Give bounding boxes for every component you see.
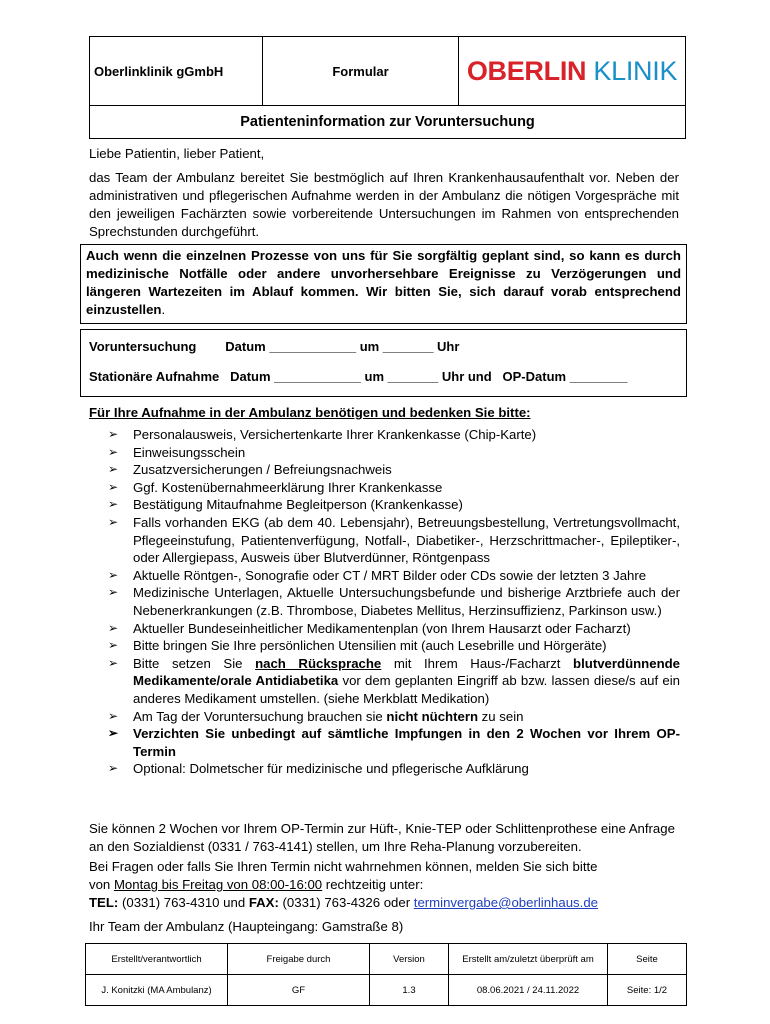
intro-paragraph: das Team der Ambulanz bereitet Sie bestmöglich auf Ihren Krankenhausaufenthalt vor. Neben der administrativen und pflegerischen Aufnahme werden in der Ambulanz die nötigen Vorgespräche mit den jeweiligen Fachärzten sowie vorbereitende Untersuchungen im Rahmen von entsprechenden Sprechstunden durchgeführt. xyxy=(89,170,679,239)
contact-paragraph xyxy=(89,858,681,912)
footer-value-cell: J. Konitzki (MA Ambulanz) xyxy=(86,975,228,1006)
arrow-bullet-icon: ➢ xyxy=(108,726,119,741)
form-label: Formular xyxy=(263,37,459,106)
admission-date-line: Stationäre Aufnahme Datum ____________ um _______ Uhr und OP-Datum ________ xyxy=(89,369,628,384)
list-item: ➢ Zusatzversicherungen / Befreiungsnachweis xyxy=(108,462,392,478)
office-hours: Montag bis Freitag von 08:00-16:00 xyxy=(113,877,323,892)
list-item: ➢ Falls vorhanden EKG (ab dem 40. Lebensjahr), Betreuungsbestellung, Vertretungsvollmacht, Pflegeeinstufung, Patientenverfügung, Notfall-, Diabetiker-, Herzschrittmacher-, Epileptiker-, oder Allergiepass, Ausweis über Blutverdünner, Röntgenpass xyxy=(108,514,680,566)
footer-header-cell: Freigabe durch xyxy=(228,944,370,975)
footer-header-cell: Seite xyxy=(608,944,687,975)
phone-number: (0331) 763-4310 und xyxy=(118,895,249,910)
delay-notice-box: Auch wenn die einzelnen Prozesse von uns für Sie sorgfältig geplant sind, so kann es durch medizinische Notfälle oder andere unvorhersehbare Ereignisse zu Verzögerungen und längeren Wartezeiten im Ablauf kommen. Wir bitten Sie, sich darauf vorab entsprechend einzustellen. xyxy=(80,244,687,324)
list-item: ➢ Personalausweis, Versichertenkarte Ihrer Krankenkasse (Chip-Karte) xyxy=(108,427,537,442)
signoff: Ihr Team der Ambulanz (Haupteingang: Gamstraße 8) xyxy=(89,919,404,934)
footer-header-cell: Erstellt/verantwortlich xyxy=(86,944,228,975)
document-footer-table xyxy=(85,943,687,1006)
list-item: ➢ Aktuelle Röntgen-, Sonografie oder CT / MRT Bilder oder CDs sowie der letzten 3 Jahre xyxy=(108,567,647,583)
pre-exam-date-line: Voruntersuchung Datum ____________ um _______ Uhr xyxy=(89,339,460,354)
email-link[interactable]: terminvergabe@oberlinhaus.de xyxy=(413,895,598,910)
contact-line-2: von Montag bis Freitag von 08:00-16:00 rechtzeitig unter: xyxy=(89,877,424,892)
document-header xyxy=(89,36,686,139)
list-item-fasting: ➢ Am Tag der Voruntersuchung brauchen sie nicht nüchtern zu sein xyxy=(108,708,524,724)
list-item-vaccination: ➢ Verzichten Sie unbedingt auf sämtliche Impfungen in den 2 Wochen vor Ihrem OP-Termin xyxy=(108,726,680,759)
list-item: ➢ Einweisungsschein xyxy=(108,444,246,460)
arrow-bullet-icon: ➢ xyxy=(108,655,119,670)
arrow-bullet-icon: ➢ xyxy=(108,462,119,477)
list-item: ➢ Ggf. Kostenübernahmeerklärung Ihrer Krankenkasse xyxy=(108,479,443,495)
list-item-medication: ➢ Bitte setzen Sie nach Rücksprache mit Ihrem Haus-/Facharzt blutverdünnende Medikamente/orale Antidiabetika vor dem geplanten Eingriff ab bzw. lassen diese/s auf ein anderes Medikament umstellen. (siehe Merkblatt Medikation) xyxy=(108,655,681,706)
fax-number: (0331) 763-4326 oder xyxy=(278,895,414,910)
organization-name: Oberlinklinik gGmbH xyxy=(90,37,263,106)
greeting: Liebe Patientin, lieber Patient, xyxy=(89,146,265,161)
document-title: Patienteninformation zur Voruntersuchung xyxy=(90,106,686,139)
footer-header-cell: Erstellt am/zuletzt überprüft am xyxy=(449,944,608,975)
footer-value-cell: 08.06.2021 / 24.11.2022 xyxy=(449,975,608,1006)
list-item: ➢ Medizinische Unterlagen, Aktuelle Untersuchungsbefunde und bisherige Arztbriefe auch der Nebenerkrankungen (z.B. Thrombose, Diabetes Mellitus, Herzinsuffizienz, Parkinson usw.) xyxy=(108,585,680,618)
arrow-bullet-icon: ➢ xyxy=(108,479,119,494)
arrow-bullet-icon: ➢ xyxy=(108,497,119,512)
footer-value-cell: 1.3 xyxy=(370,975,449,1006)
arrow-bullet-icon: ➢ xyxy=(108,761,119,776)
arrow-bullet-icon: ➢ xyxy=(108,567,119,582)
requirements-list xyxy=(108,426,680,778)
arrow-bullet-icon: ➢ xyxy=(108,708,119,723)
footer-header-cell: Version xyxy=(370,944,449,975)
arrow-bullet-icon: ➢ xyxy=(108,514,119,529)
footer-value-row xyxy=(86,975,687,1006)
list-item-interpreter: ➢ Optional: Dolmetscher für medizinische und pflegerische Aufklärung xyxy=(108,761,529,777)
arrow-bullet-icon: ➢ xyxy=(108,585,119,600)
contact-line-3: TEL: (0331) 763-4310 und FAX: (0331) 763-4326 oder terminvergabe@oberlinhaus.de xyxy=(89,895,598,910)
list-item: ➢ Aktueller Bundeseinheitlicher Medikamentenplan (von Ihrem Hausarzt oder Facharzt) xyxy=(108,620,631,636)
footer-header-row xyxy=(86,944,687,975)
oberlin-klinik-logo: OBERLIN KLINIK xyxy=(466,55,678,86)
arrow-bullet-icon: ➢ xyxy=(108,444,119,459)
appointment-box xyxy=(80,329,687,397)
contact-line-1: Bei Fragen oder falls Sie Ihren Termin nicht wahrnehmen können, melden Sie sich bitte xyxy=(89,859,598,874)
delay-notice-text: Auch wenn die einzelnen Prozesse von uns für Sie sorgfältig geplant sind, so kann es durch medizinische Notfälle oder andere unvorhersehbare Ereignisse zu Verzögerungen und längeren Wartezeiten im Ablauf kommen. Wir bitten Sie, sich darauf vorab entsprechend einzustellen xyxy=(86,248,681,317)
list-item: ➢ Bitte bringen Sie Ihre persönlichen Utensilien mit (auch Lesebrille und Hörgeräte) xyxy=(108,638,607,654)
logo-cell xyxy=(459,37,686,106)
arrow-bullet-icon: ➢ xyxy=(108,427,119,441)
arrow-bullet-icon: ➢ xyxy=(108,620,119,635)
list-item: ➢ Bestätigung Mitaufnahme Begleitperson (Krankenkasse) xyxy=(108,497,463,513)
footer-value-cell: Seite: 1/2 xyxy=(608,975,687,1006)
arrow-bullet-icon: ➢ xyxy=(108,638,119,653)
social-service-paragraph: Sie können 2 Wochen vor Ihrem OP-Termin zur Hüft-, Knie-TEP oder Schlittenprothese eine Anfrage an den Sozialdienst (0331 / 763-4141) stellen, um Ihre Reha-Planung vorzubereiten. xyxy=(89,821,675,854)
footer-value-cell: GF xyxy=(228,975,370,1006)
requirements-heading: Für Ihre Aufnahme in der Ambulanz benötigen und bedenken Sie bitte: xyxy=(89,405,531,420)
